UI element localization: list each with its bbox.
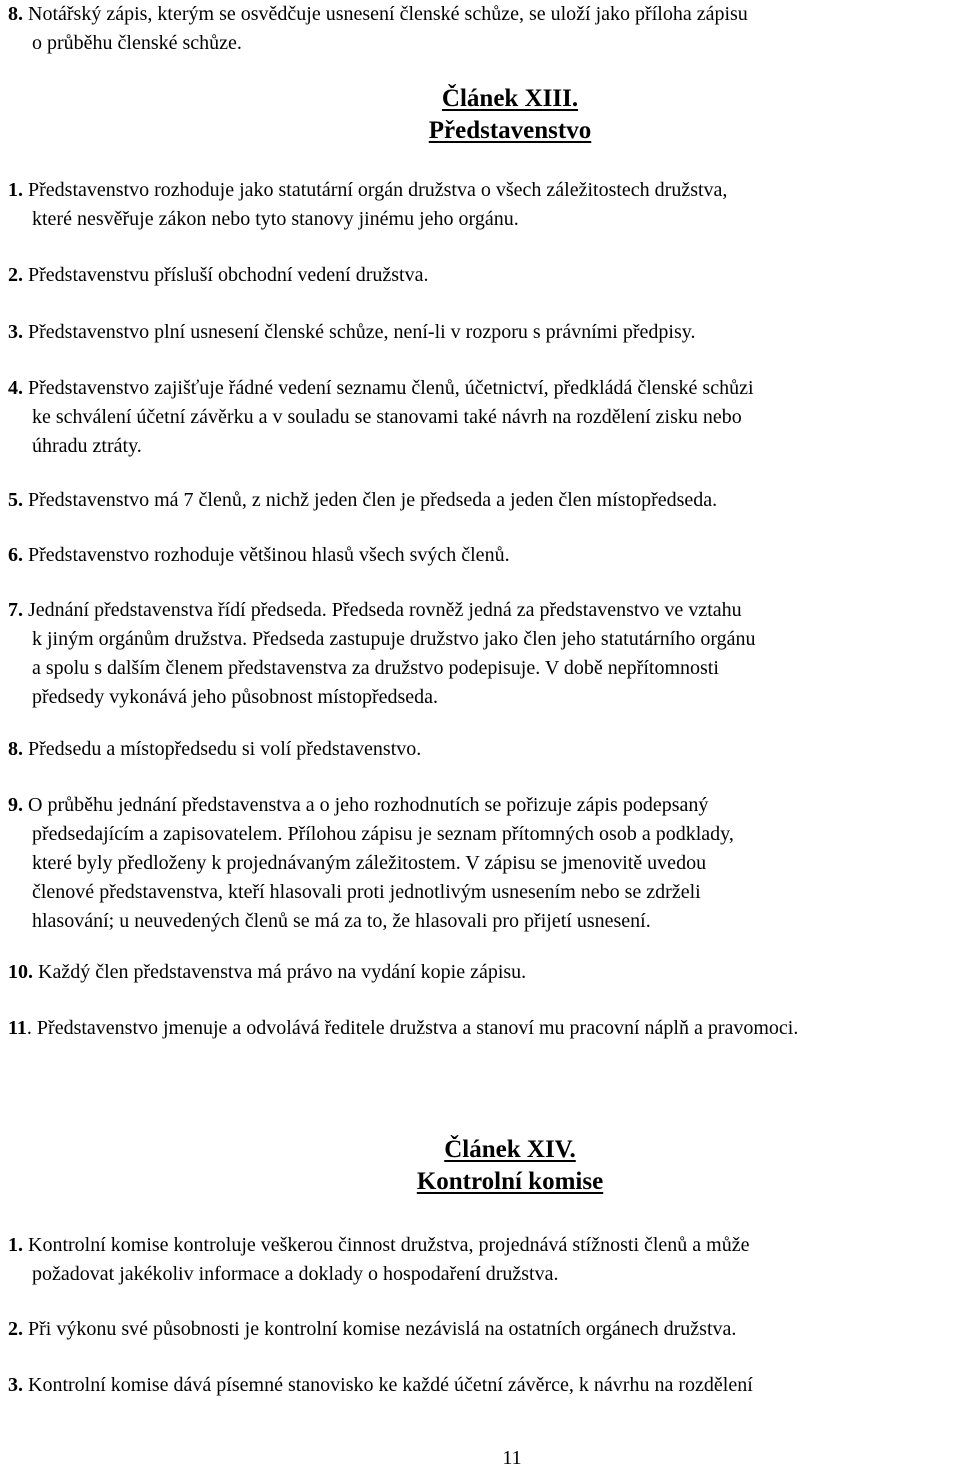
paragraph-number: 8. <box>8 738 23 760</box>
paragraph-board-11 <box>8 1014 958 1043</box>
paragraph-text-line: úhradu ztráty. <box>32 435 142 457</box>
paragraph-prev-8 <box>8 0 958 58</box>
paragraph-text-line: Představenstvo rozhoduje jako statutární orgán družstva o všech záležitostech družstva, <box>28 179 728 201</box>
paragraph-board-9 <box>8 791 958 936</box>
paragraph-text-line: k jiným orgánům družstva. Předseda zastupuje družstvo jako člen jeho statutárního orgánu <box>32 628 756 650</box>
paragraph-number: 2. <box>8 264 23 286</box>
paragraph-board-2 <box>8 261 958 290</box>
paragraph-board-5 <box>8 486 958 515</box>
paragraph-text-line: Jednání představenstva řídí předseda. Předseda rovněž jedná za představenstvo ve vztahu <box>28 599 742 621</box>
paragraph-number: 4. <box>8 377 23 399</box>
paragraph-number: 7. <box>8 599 23 621</box>
paragraph-text-line: Kontrolní komise kontroluje veškerou činnost družstva, projednává stížnosti členů a může <box>28 1234 750 1256</box>
paragraph-board-4 <box>8 374 958 461</box>
paragraph-text-line: ke schválení účetní závěrku a v souladu se stanovami také návrh na rozdělení zisku nebo <box>32 406 742 428</box>
paragraph-board-10 <box>8 958 958 987</box>
paragraph-text-line: o průběhu členské schůze. <box>32 32 242 54</box>
paragraph-number: 10. <box>8 961 33 983</box>
paragraph-text-line: Každý člen představenstva má právo na vydání kopie zápisu. <box>38 961 527 983</box>
paragraph-board-7 <box>8 596 958 712</box>
paragraph-text-line: hlasování; u neuvedených členů se má za to, že hlasovali pro přijetí usnesení. <box>32 910 651 932</box>
paragraph-text-line: Představenstvo rozhoduje většinou hlasů všech svých členů. <box>28 544 510 566</box>
paragraph-text-line: . Představenstvo jmenuje a odvolává ředitele družstva a stanoví mu pracovní náplň a pravomoci. <box>26 1017 799 1039</box>
paragraph-commission-3 <box>8 1371 958 1400</box>
paragraph-number: 9. <box>8 794 23 816</box>
paragraph-number: 2. <box>8 1318 23 1340</box>
paragraph-number: 8. <box>8 3 23 25</box>
paragraph-number: 6. <box>8 544 23 566</box>
paragraph-number: 5. <box>8 489 23 511</box>
page-number: 11 <box>502 1447 522 1469</box>
paragraph-board-6 <box>8 541 958 570</box>
paragraph-text-line: které byly předloženy k projednávaným záležitostem. V zápisu se jmenovitě uvedou <box>32 852 707 874</box>
paragraph-text-line: Představenstvo zajišťuje řádné vedení seznamu členů, účetnictví, předkládá členské schůzi <box>28 377 754 399</box>
paragraph-text-line: Představenstvo plní usnesení členské schůze, není-li v rozporu s právními předpisy. <box>28 321 696 343</box>
paragraph-text-line: předsedy vykonává jeho působnost místopředseda. <box>32 686 439 708</box>
paragraph-board-3 <box>8 318 958 347</box>
paragraph-commission-1 <box>8 1231 958 1289</box>
paragraph-text-line: Při výkonu své působnosti je kontrolní komise nezávislá na ostatních orgánech družstva. <box>28 1318 737 1340</box>
paragraph-text-line: Předsedu a místopředsedu si volí představenstvo. <box>28 738 422 760</box>
paragraph-number: 1. <box>8 179 23 201</box>
paragraph-text-line: a spolu s dalším členem představenstva za družstvo podepisuje. V době nepřítomnosti <box>32 657 719 679</box>
paragraph-board-1 <box>8 176 958 234</box>
paragraph-board-8 <box>8 735 958 764</box>
paragraph-text-line: O průběhu jednání představenstva a o jeho rozhodnutích se pořizuje zápis podepsaný <box>28 794 709 816</box>
paragraph-text-line: předsedajícím a zapisovatelem. Přílohou zápisu je seznam přítomných osob a podklady, <box>32 823 734 845</box>
paragraph-text-line: Představenstvu přísluší obchodní vedení družstva. <box>28 264 429 286</box>
paragraph-text-line: členové představenstva, kteří hlasovali proti jednotlivým usnesením nebo se zdrželi <box>32 881 701 903</box>
paragraph-text-line: Představenstvo má 7 členů, z nichž jeden člen je předseda a jeden člen místopředseda. <box>28 489 718 511</box>
article-title: Článek XIII. <box>441 85 579 112</box>
paragraph-commission-2 <box>8 1315 958 1344</box>
paragraph-text-line: Notářský zápis, kterým se osvědčuje usnesení členské schůze, se uloží jako příloha zápisu <box>28 3 748 25</box>
paragraph-number: 1. <box>8 1234 23 1256</box>
paragraph-text-line: požadovat jakékoliv informace a doklady o hospodaření družstva. <box>32 1263 559 1285</box>
article-title: Článek XIV. <box>444 1136 576 1163</box>
paragraph-text-line: které nesvěřuje zákon nebo tyto stanovy jinému jeho orgánu. <box>32 208 519 230</box>
article-subtitle: Kontrolní komise <box>416 1168 604 1195</box>
paragraph-text-line: Kontrolní komise dává písemné stanovisko ke každé účetní závěrce, k návrhu na rozdělení <box>28 1374 753 1396</box>
article-subtitle: Představenstvo <box>428 117 592 144</box>
paragraph-number: 3. <box>8 1374 23 1396</box>
paragraph-number: 11 <box>8 1017 27 1039</box>
paragraph-number: 3. <box>8 321 23 343</box>
